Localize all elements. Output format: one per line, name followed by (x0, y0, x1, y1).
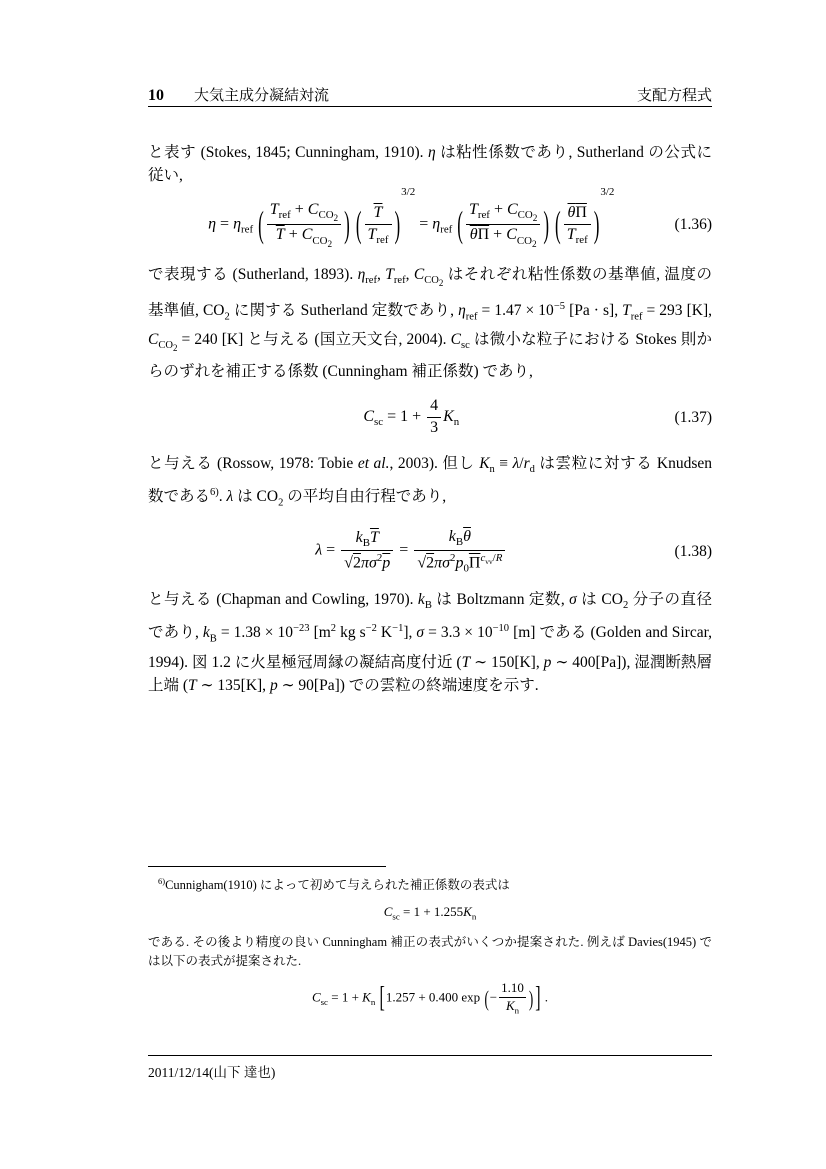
footer-date-author: 2011/12/14(山下 達也) (148, 1065, 276, 1080)
page-header (148, 84, 712, 105)
equation-1-38-body: λ = $\frac{k_B\overline{T}}{√2\pi\sigma^2\overline{p}}$ = $\frac{k_B\overline{\theta}}{√2\pi\sigma^2p_0\overline{\Pi}^{c_{vv}/R}}$ (148, 527, 675, 575)
footnote-equation-1: $C_{sc} = 1 + 1.255K_n$ (383, 904, 477, 922)
equation-1-37-number: (1.37) (674, 409, 712, 427)
equation-1-36 (148, 186, 712, 250)
footnote-equation-2: $C_{sc} = 1 + K_n$ [1.257 + 0.400 exp (− $\frac{1.10}{K_n}$ ) ] . (311, 980, 549, 1016)
page-number: 10 (148, 87, 164, 104)
paragraph-4: と与える (Chapman and Cowling, 1970). $k_B$ は Boltzmann 定数, σ は $CO_2$ 分子の直径であり, $k_B = 1.38 \times 10^{-23}$ [$m^2$ kg $s^{-2}$ $K^{-1}$], $\sigma = 3.3 \times 10^{-10}$ [m] である (Golden and Sircar, 1994). 図 1.2 に火星極冠周縁の凝結高度付近 (T ∼ 150[K], p ∼ 400[Pa]), 湿潤断熱層上端 (T ∼ 135[K], p ∼ 90[Pa]) での雲粒の終端速度を示す. (148, 591, 713, 694)
footer-rule (148, 1055, 712, 1056)
equation-1-37-body: $C_{sc} = 1$ + $\frac{4}{3}$ $K_n$ (148, 396, 675, 439)
paragraph-3: と与える (Rossow, 1978: Tobie et al., 2003). 但し $K_n \equiv \lambda/r_d$ は雲粒に対する Knudsen 数である$^{6)}$. λ は $CO_2$ の平均自由行程であり, (148, 455, 712, 509)
equation-1-37 (148, 396, 712, 439)
header-chapter-title: 大気主成分凝結対流 (194, 87, 330, 104)
footnote (148, 866, 712, 1027)
footnote-text-1: $^{6)}$Cunnigham(1910) によって初めて与えられた補正係数の表式は (158, 876, 510, 893)
paragraph-2: で表現する (Sutherland, 1893). $\eta_{ref}$, $T_{ref}$, $C_{CO_2}$ はそれぞれ粘性係数の基準値, 温度の基準値, $CO_2$ に関する Sutherland 定数であり, $\eta_{ref} = 1.47 \times 10^{-5}$ [Pa · s], $T_{ref} = 293$ [K], $C_{CO_2} = 240$ [K] と与える (国立天文台, 2004). $C_{sc}$ は微小な粒子における Stokes 則からのずれを補正する係数 (Cunningham 補正係数) であり, (148, 265, 713, 381)
header-rule (148, 106, 712, 107)
footnote-text-2: である. その後より精度の良い Cunningham 補正の表式がいくつか提案された. 例えば Davies(1945) では以下の表式が提案された. (148, 935, 712, 969)
equation-1-38-number: (1.38) (674, 542, 712, 560)
header-section-title: 支配方程式 (636, 87, 712, 104)
equation-1-36-number: (1.36) (674, 216, 712, 234)
equation-1-36-body: $\eta = \eta_{ref}$ ( $\frac{T_{ref} + C_{CO_2}}{\overline{T} + C_{CO_2}}$ ) ( $\frac{\overline{T}}{T_{ref}}$ )$^{3/2} = \eta_{ref}$ ( $\frac{T_{ref} + C_{CO_2}}{\theta\Pi + C_{CO_2}}$ ) ( $\frac{\theta\Pi}{T_{ref}}$ )$^{3/2}$ (208, 186, 615, 249)
paragraph-1: と表す (Stokes, 1845; Cunningham, 1910). η は粘性係数であり, Sutherland の公式に従い, (148, 144, 712, 184)
body-content (148, 141, 712, 697)
equation-1-38 (148, 527, 712, 575)
footnote-rule (148, 866, 386, 867)
